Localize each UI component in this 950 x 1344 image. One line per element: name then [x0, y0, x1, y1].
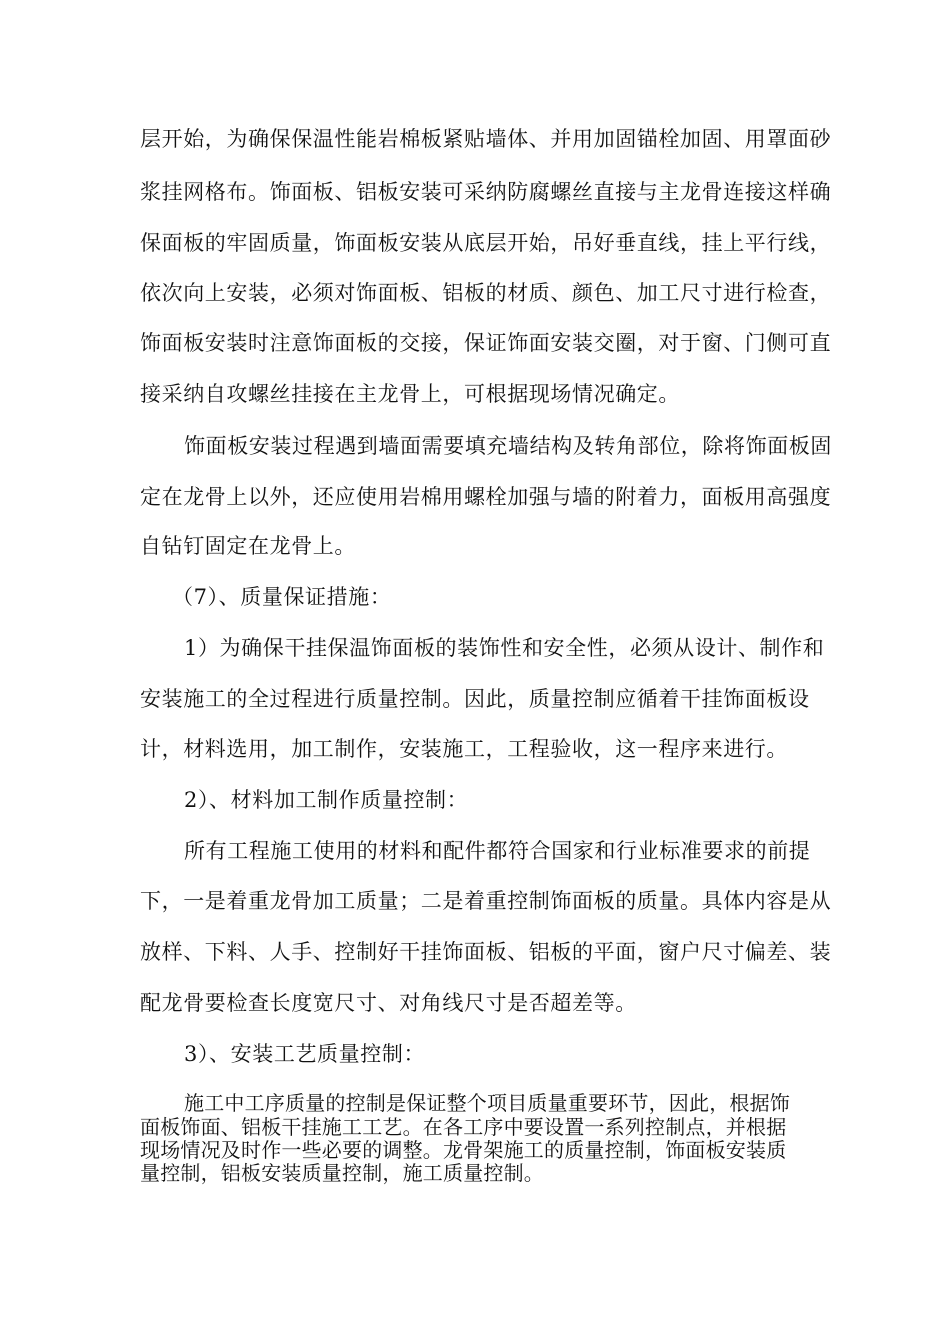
text-line: 下，一是着重龙骨加工质量；二是着重控制饰面板的质量。具体内容是从: [140, 889, 832, 913]
text-line: 保面板的牢固质量，饰面板安装从底层开始，吊好垂直线，挂上平行线，: [140, 231, 832, 255]
text-line: 1）为确保干挂保温饰面板的装饰性和安全性，必须从设计、制作和: [184, 636, 825, 660]
text-line: 定在龙骨上以外，还应使用岩棉用螺栓加强与墙的附着力，面板用高强度: [140, 485, 832, 509]
text-line: 依次向上安装，必须对饰面板、铝板的材质、颜色、加工尺寸进行检查，: [140, 281, 832, 305]
text-line: 面板饰面、铝板干挂施工工艺。在各工序中要设置一系列控制点，并根据: [140, 1115, 787, 1139]
text-line: 现场情况及时作一些必要的调整。龙骨架施工的质量控制，饰面板安装质: [140, 1138, 787, 1162]
text-line: 所有工程施工使用的材料和配件都符合国家和行业标准要求的前提: [184, 839, 811, 863]
text-line: 浆挂网格布。饰面板、铝板安装可采纳防腐螺丝直接与主龙骨连接这样确: [140, 180, 832, 204]
text-line: 安装施工的全过程进行质量控制。因此，质量控制应循着干挂饰面板设: [140, 687, 810, 711]
text-line: 放样、下料、人手、控制好干挂饰面板、铝板的平面，窗户尺寸偏差、装: [140, 940, 832, 964]
text-line: 饰面板安装时注意饰面板的交接，保证饰面安装交圈，对于窗、门侧可直: [140, 331, 832, 355]
text-line: 接采纳自攻螺丝挂接在主龙骨上，可根据现场情况确定。: [140, 382, 680, 406]
section-heading: 3）、安装工艺质量控制：: [184, 1042, 426, 1066]
text-line: 施工中工序质量的控制是保证整个项目质量重要环节，因此，根据饰: [184, 1091, 790, 1115]
text-line: 饰面板安装过程遇到墙面需要填充墙结构及转角部位，除将饰面板固: [184, 434, 832, 458]
text-line: 量控制，铝板安装质量控制，施工质量控制。: [140, 1161, 544, 1185]
text-line: 层开始，为确保保温性能岩棉板紧贴墙体、并用加固锚栓加固、用罩面砂: [140, 127, 832, 151]
text-line: 计，材料选用，加工制作，安装施工，工程验收，这一程序来进行。: [140, 737, 788, 761]
text-line: 自钻钉固定在龙骨上。: [140, 534, 356, 558]
section-heading: （7）、质量保证措施：: [172, 585, 392, 609]
section-heading: 2）、材料加工制作质量控制：: [184, 788, 469, 812]
text-line: 配龙骨要检查长度宽尺寸、对角线尺寸是否超差等。: [140, 991, 637, 1015]
